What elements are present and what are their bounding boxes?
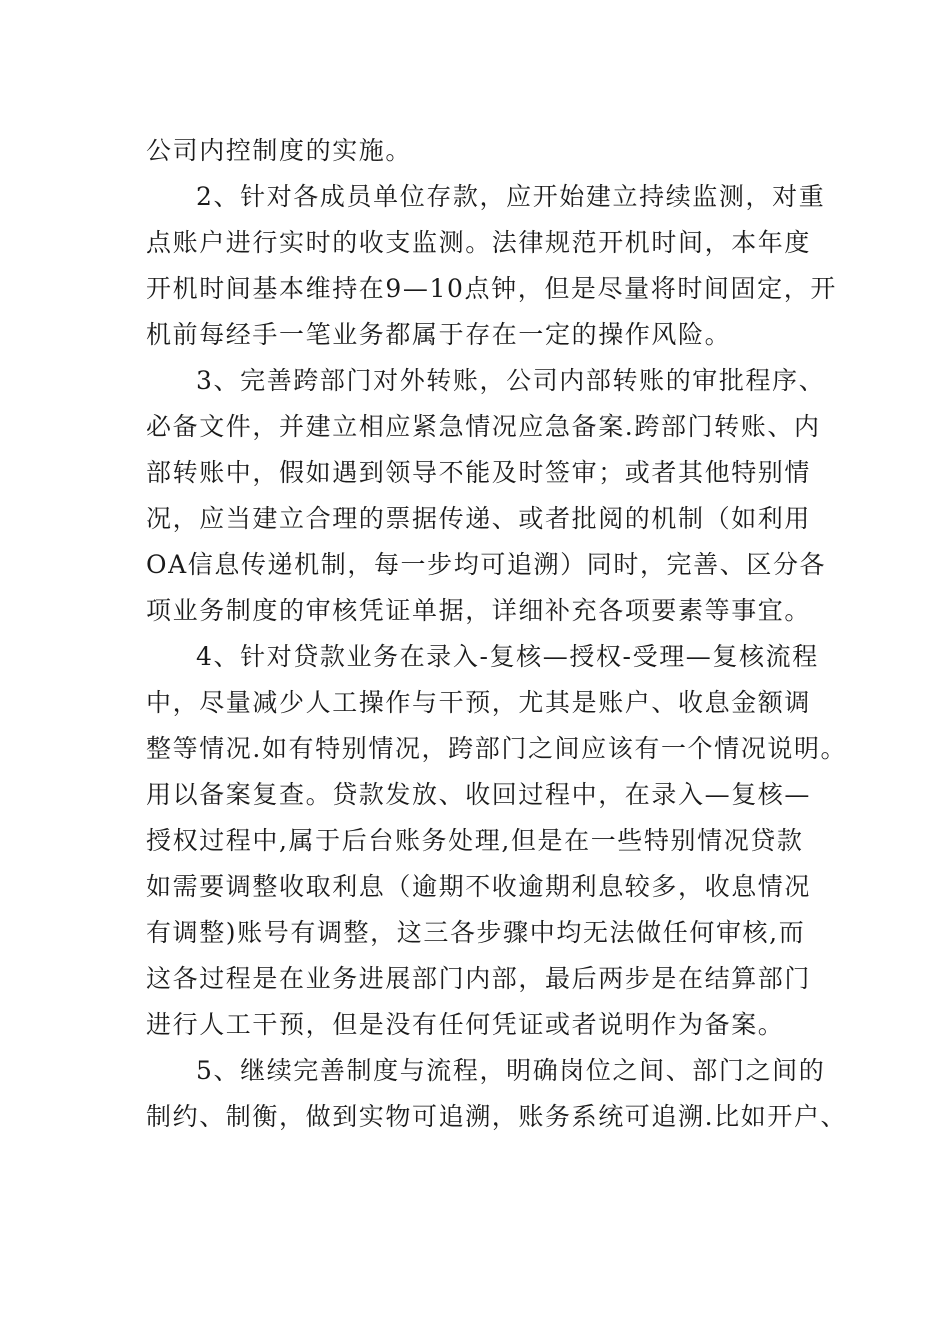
text-line: 项业务制度的审核凭证单据，详细补充各项要素等事宜。: [146, 596, 812, 625]
text-line: 用以备案复查。贷款发放、收回过程中，在录入—复核—: [146, 780, 812, 809]
paragraph-start-line: 2、针对各成员单位存款，应开始建立持续监测，对重: [196, 182, 826, 211]
text-line: 开机时间基本维持在9—10点钟，但是尽量将时间固定，开: [146, 274, 837, 303]
text-line: 整等情况.如有特别情况，跨部门之间应该有一个情况说明。: [146, 734, 848, 763]
text-line: 点账户进行实时的收支监测。法律规范开机时间，本年度: [146, 228, 812, 257]
text-line: 如需要调整收取利息（逾期不收逾期利息较多，收息情况: [146, 872, 812, 901]
text-line: 授权过程中,属于后台账务处理,但是在一些特别情况贷款: [146, 826, 804, 855]
text-line: 公司内控制度的实施。: [146, 136, 413, 165]
text-line: 进行人工干预，但是没有任何凭证或者说明作为备案。: [146, 1010, 785, 1039]
text-line: 部转账中，假如遇到领导不能及时签审；或者其他特别情: [146, 458, 812, 487]
text-line: 机前每经手一笔业务都属于存在一定的操作风险。: [146, 320, 732, 349]
text-line: 必备文件，并建立相应紧急情况应急备案.跨部门转账、内: [146, 412, 821, 441]
text-line: 这各过程是在业务进展部门内部，最后两步是在结算部门: [146, 964, 812, 993]
paragraph-start-line: 3、完善跨部门对外转账，公司内部转账的审批程序、: [196, 366, 826, 395]
paragraph-start-line: 4、针对贷款业务在录入-复核—授权-受理—复核流程: [196, 642, 819, 671]
document-body: [146, 128, 848, 1140]
paragraph-start-line: 5、继续完善制度与流程，明确岗位之间、部门之间的: [196, 1056, 826, 1085]
text-line: 况，应当建立合理的票据传递、或者批阅的机制（如利用: [146, 504, 812, 533]
text-line: 有调整)账号有调整，这三各步骤中均无法做任何审核,而: [146, 918, 806, 947]
text-line: 中，尽量减少人工操作与干预，尤其是账户、收息金额调: [146, 688, 812, 717]
text-line: 制约、制衡，做到实物可追溯，账务系统可追溯.比如开户、: [146, 1102, 848, 1131]
text-line: OA信息传递机制，每一步均可追溯）同时，完善、区分各: [146, 550, 827, 579]
